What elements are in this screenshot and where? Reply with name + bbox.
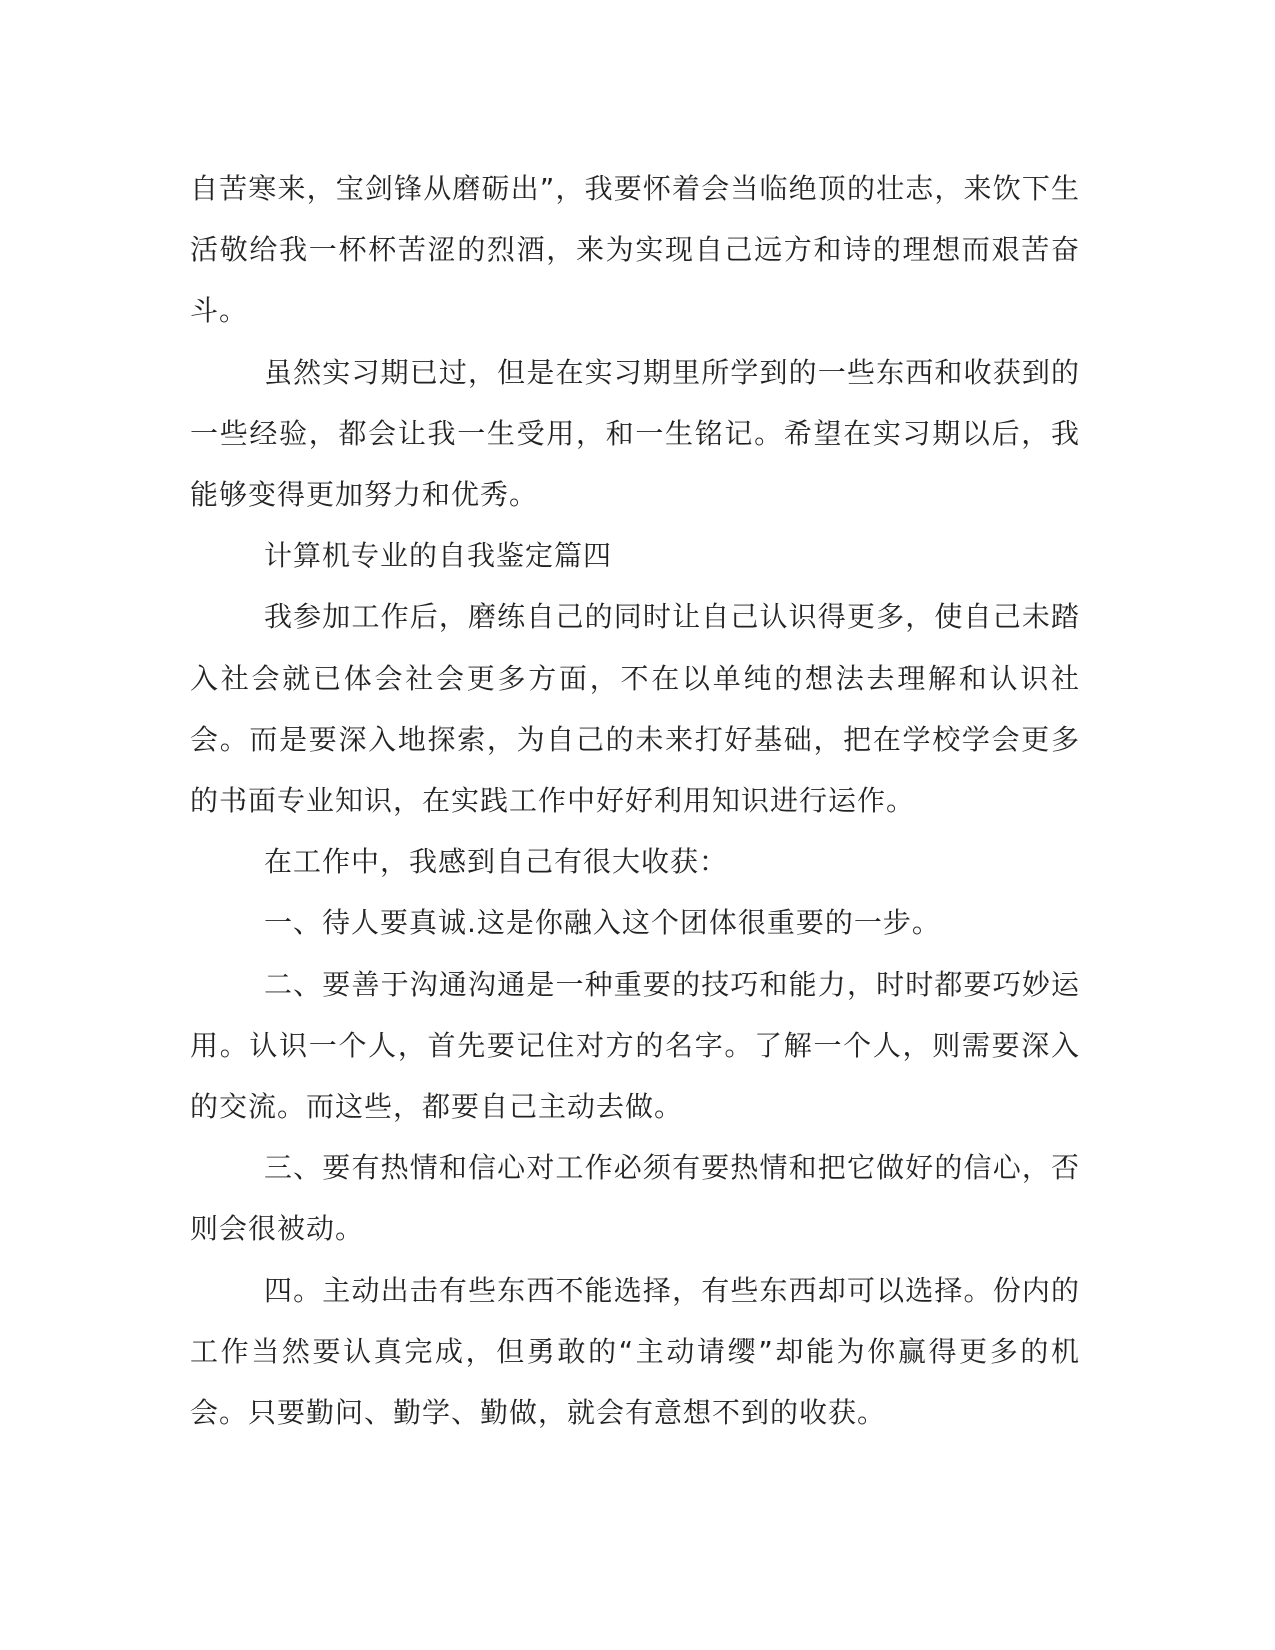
list-item-enthusiasm: 三、要有热情和信心对工作必须有要热情和把它做好的信心，否则会很被动。 [190, 1151, 1080, 1246]
paragraph-continuation: 自苦寒来，宝剑锋从磨砺出”，我要怀着会当临绝顶的壮志，来饮下生活敬给我一杯杯苦涩的烈酒，来为实现自己远方和诗的理想而艰苦奋斗。 [190, 172, 1080, 328]
document-body [190, 158, 1080, 1443]
list-item-sincerity: 一、待人要真诚.这是你融入这个团体很重要的一步。 [264, 906, 941, 940]
paragraph-internship-summary: 虽然实习期已过，但是在实习期里所学到的一些东西和收获到的一些经验，都会让我一生受用，和一生铭记。希望在实习期以后，我能够变得更加努力和优秀。 [190, 355, 1080, 512]
list-item-communication: 二、要善于沟通沟通是一种重要的技巧和能力，时时都要巧妙运用。认识一个人，首先要记住对方的名字。了解一个人，则需要深入的交流。而这些，都要自己主动去做。 [190, 967, 1080, 1124]
paragraph-gains-intro: 在工作中，我感到自己有很大收获： [264, 845, 729, 879]
list-item-initiative: 四。主动出击有些东西不能选择，有些东西却可以选择。份内的工作当然要认真完成，但勇敢的“主动请缨”却能为你赢得更多的机会。只要勤问、勤学、勤做，就会有意想不到的收获。 [190, 1273, 1080, 1430]
section-heading: 计算机专业的自我鉴定篇四 [264, 539, 613, 573]
paragraph-work-intro: 我参加工作后，磨练自己的同时让自己认识得更多，使自己未踏入社会就已体会社会更多方面，不在以单纯的想法去理解和认识社会。而是要深入地探索，为自己的未来打好基础，把在学校学会更多的书面专业知识，在实践工作中好好利用知识进行运作。 [190, 600, 1080, 818]
